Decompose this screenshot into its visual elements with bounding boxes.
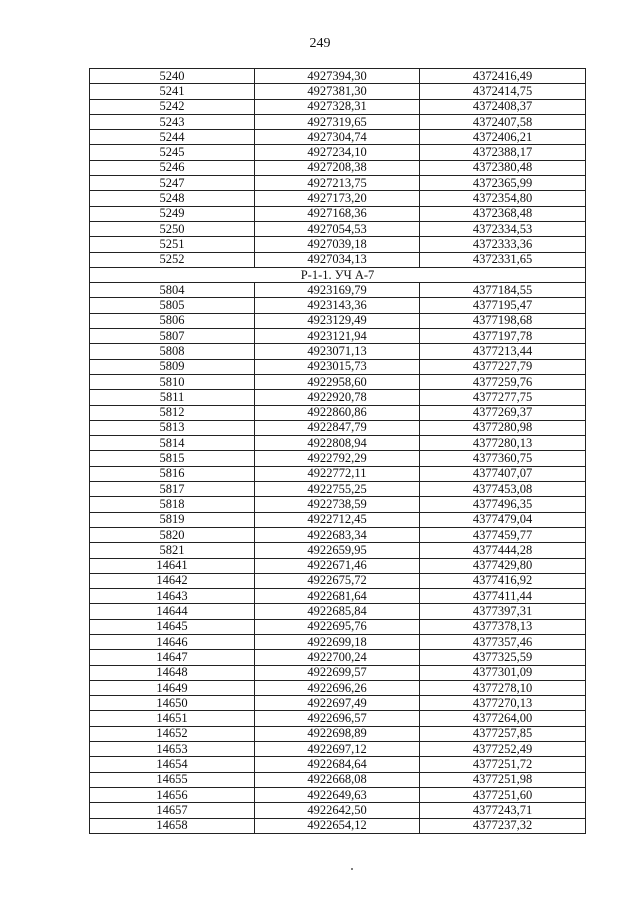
table-row bbox=[90, 772, 586, 787]
x-coordinate-cell: 4922772,11 bbox=[255, 466, 420, 481]
y-coordinate-cell: 4377277,75 bbox=[420, 390, 586, 405]
scan-speck bbox=[351, 868, 353, 870]
point-number-cell: 5809 bbox=[90, 359, 255, 374]
table-row bbox=[90, 191, 586, 206]
y-coordinate-cell: 4377198,68 bbox=[420, 313, 586, 328]
table-row bbox=[90, 726, 586, 741]
point-number-cell: 5821 bbox=[90, 543, 255, 558]
point-number-cell: 5813 bbox=[90, 420, 255, 435]
y-coordinate-cell: 4372407,58 bbox=[420, 114, 586, 129]
x-coordinate-cell: 4922642,50 bbox=[255, 803, 420, 818]
x-coordinate-cell: 4922755,25 bbox=[255, 482, 420, 497]
y-coordinate-cell: 4377301,09 bbox=[420, 665, 586, 680]
table-row bbox=[90, 69, 586, 84]
x-coordinate-cell: 4922684,64 bbox=[255, 757, 420, 772]
y-coordinate-cell: 4377251,72 bbox=[420, 757, 586, 772]
x-coordinate-cell: 4927054,53 bbox=[255, 221, 420, 236]
table-row bbox=[90, 344, 586, 359]
y-coordinate-cell: 4377479,04 bbox=[420, 512, 586, 527]
y-coordinate-cell: 4377278,10 bbox=[420, 680, 586, 695]
point-number-cell: 14653 bbox=[90, 742, 255, 757]
point-number-cell: 5811 bbox=[90, 390, 255, 405]
x-coordinate-cell: 4922698,89 bbox=[255, 726, 420, 741]
point-number-cell: 5816 bbox=[90, 466, 255, 481]
x-coordinate-cell: 4922671,46 bbox=[255, 558, 420, 573]
x-coordinate-cell: 4922792,29 bbox=[255, 451, 420, 466]
coordinates-table bbox=[89, 68, 586, 834]
table-row bbox=[90, 329, 586, 344]
y-coordinate-cell: 4377264,00 bbox=[420, 711, 586, 726]
table-row bbox=[90, 742, 586, 757]
y-coordinate-cell: 4377429,80 bbox=[420, 558, 586, 573]
x-coordinate-cell: 4927304,74 bbox=[255, 130, 420, 145]
y-coordinate-cell: 4372365,99 bbox=[420, 176, 586, 191]
y-coordinate-cell: 4377325,59 bbox=[420, 650, 586, 665]
point-number-cell: 5243 bbox=[90, 114, 255, 129]
x-coordinate-cell: 4922699,57 bbox=[255, 665, 420, 680]
point-number-cell: 14650 bbox=[90, 696, 255, 711]
point-number-cell: 5815 bbox=[90, 451, 255, 466]
x-coordinate-cell: 4922738,59 bbox=[255, 497, 420, 512]
point-number-cell: 5814 bbox=[90, 436, 255, 451]
section-header-row bbox=[90, 267, 586, 282]
table-row bbox=[90, 145, 586, 160]
y-coordinate-cell: 4377251,98 bbox=[420, 772, 586, 787]
point-number-cell: 5240 bbox=[90, 69, 255, 84]
section-title: Р-1-1. УЧ А-7 bbox=[90, 267, 586, 282]
point-number-cell: 14647 bbox=[90, 650, 255, 665]
x-coordinate-cell: 4927168,36 bbox=[255, 206, 420, 221]
point-number-cell: 5249 bbox=[90, 206, 255, 221]
point-number-cell: 14649 bbox=[90, 680, 255, 695]
y-coordinate-cell: 4372408,37 bbox=[420, 99, 586, 114]
table-row bbox=[90, 99, 586, 114]
point-number-cell: 5241 bbox=[90, 84, 255, 99]
y-coordinate-cell: 4377407,07 bbox=[420, 466, 586, 481]
table-row bbox=[90, 634, 586, 649]
x-coordinate-cell: 4922699,18 bbox=[255, 634, 420, 649]
y-coordinate-cell: 4372416,49 bbox=[420, 69, 586, 84]
y-coordinate-cell: 4377360,75 bbox=[420, 451, 586, 466]
table-row bbox=[90, 451, 586, 466]
table-row bbox=[90, 512, 586, 527]
x-coordinate-cell: 4923169,79 bbox=[255, 283, 420, 298]
table-row bbox=[90, 696, 586, 711]
x-coordinate-cell: 4927034,13 bbox=[255, 252, 420, 267]
y-coordinate-cell: 4377280,13 bbox=[420, 436, 586, 451]
table-row bbox=[90, 787, 586, 802]
table-row bbox=[90, 405, 586, 420]
y-coordinate-cell: 4377227,79 bbox=[420, 359, 586, 374]
point-number-cell: 5252 bbox=[90, 252, 255, 267]
x-coordinate-cell: 4927234,10 bbox=[255, 145, 420, 160]
y-coordinate-cell: 4372333,36 bbox=[420, 237, 586, 252]
point-number-cell: 5812 bbox=[90, 405, 255, 420]
x-coordinate-cell: 4922649,63 bbox=[255, 787, 420, 802]
table-row bbox=[90, 359, 586, 374]
table-row bbox=[90, 283, 586, 298]
table-row bbox=[90, 650, 586, 665]
y-coordinate-cell: 4372368,48 bbox=[420, 206, 586, 221]
point-number-cell: 5248 bbox=[90, 191, 255, 206]
x-coordinate-cell: 4927039,18 bbox=[255, 237, 420, 252]
table-row bbox=[90, 818, 586, 833]
table-row bbox=[90, 206, 586, 221]
x-coordinate-cell: 4923071,13 bbox=[255, 344, 420, 359]
y-coordinate-cell: 4377416,92 bbox=[420, 573, 586, 588]
point-number-cell: 5250 bbox=[90, 221, 255, 236]
point-number-cell: 5818 bbox=[90, 497, 255, 512]
table-row bbox=[90, 466, 586, 481]
point-number-cell: 5242 bbox=[90, 99, 255, 114]
y-coordinate-cell: 4377357,46 bbox=[420, 634, 586, 649]
table-row bbox=[90, 482, 586, 497]
table-row bbox=[90, 527, 586, 542]
x-coordinate-cell: 4922808,94 bbox=[255, 436, 420, 451]
table-row bbox=[90, 803, 586, 818]
point-number-cell: 14652 bbox=[90, 726, 255, 741]
page-number: 249 bbox=[309, 36, 331, 51]
y-coordinate-cell: 4372354,80 bbox=[420, 191, 586, 206]
table-row bbox=[90, 313, 586, 328]
point-number-cell: 14643 bbox=[90, 589, 255, 604]
table-row bbox=[90, 543, 586, 558]
x-coordinate-cell: 4922697,49 bbox=[255, 696, 420, 711]
table-row bbox=[90, 176, 586, 191]
y-coordinate-cell: 4377213,44 bbox=[420, 344, 586, 359]
x-coordinate-cell: 4923121,94 bbox=[255, 329, 420, 344]
point-number-cell: 5817 bbox=[90, 482, 255, 497]
x-coordinate-cell: 4923129,49 bbox=[255, 313, 420, 328]
point-number-cell: 5810 bbox=[90, 374, 255, 389]
table-row bbox=[90, 604, 586, 619]
point-number-cell: 14642 bbox=[90, 573, 255, 588]
point-number-cell: 5819 bbox=[90, 512, 255, 527]
y-coordinate-cell: 4377459,77 bbox=[420, 527, 586, 542]
x-coordinate-cell: 4927328,31 bbox=[255, 99, 420, 114]
x-coordinate-cell: 4927381,30 bbox=[255, 84, 420, 99]
y-coordinate-cell: 4377270,13 bbox=[420, 696, 586, 711]
x-coordinate-cell: 4922860,86 bbox=[255, 405, 420, 420]
table-row bbox=[90, 497, 586, 512]
y-coordinate-cell: 4377243,71 bbox=[420, 803, 586, 818]
table-row bbox=[90, 665, 586, 680]
y-coordinate-cell: 4372414,75 bbox=[420, 84, 586, 99]
x-coordinate-cell: 4927173,20 bbox=[255, 191, 420, 206]
table-row bbox=[90, 160, 586, 175]
x-coordinate-cell: 4922681,64 bbox=[255, 589, 420, 604]
y-coordinate-cell: 4377280,98 bbox=[420, 420, 586, 435]
y-coordinate-cell: 4372331,65 bbox=[420, 252, 586, 267]
point-number-cell: 5807 bbox=[90, 329, 255, 344]
point-number-cell: 14657 bbox=[90, 803, 255, 818]
x-coordinate-cell: 4922675,72 bbox=[255, 573, 420, 588]
y-coordinate-cell: 4377259,76 bbox=[420, 374, 586, 389]
table-row bbox=[90, 711, 586, 726]
point-number-cell: 14654 bbox=[90, 757, 255, 772]
x-coordinate-cell: 4922696,26 bbox=[255, 680, 420, 695]
table-row bbox=[90, 619, 586, 634]
y-coordinate-cell: 4377496,35 bbox=[420, 497, 586, 512]
x-coordinate-cell: 4923015,73 bbox=[255, 359, 420, 374]
x-coordinate-cell: 4922685,84 bbox=[255, 604, 420, 619]
x-coordinate-cell: 4922697,12 bbox=[255, 742, 420, 757]
y-coordinate-cell: 4372388,17 bbox=[420, 145, 586, 160]
point-number-cell: 5244 bbox=[90, 130, 255, 145]
x-coordinate-cell: 4922668,08 bbox=[255, 772, 420, 787]
x-coordinate-cell: 4927319,65 bbox=[255, 114, 420, 129]
point-number-cell: 14644 bbox=[90, 604, 255, 619]
x-coordinate-cell: 4927208,38 bbox=[255, 160, 420, 175]
table-row bbox=[90, 237, 586, 252]
table-row bbox=[90, 420, 586, 435]
y-coordinate-cell: 4377453,08 bbox=[420, 482, 586, 497]
table-row bbox=[90, 680, 586, 695]
y-coordinate-cell: 4377251,60 bbox=[420, 787, 586, 802]
y-coordinate-cell: 4377197,78 bbox=[420, 329, 586, 344]
x-coordinate-cell: 4922712,45 bbox=[255, 512, 420, 527]
point-number-cell: 5251 bbox=[90, 237, 255, 252]
table-row bbox=[90, 436, 586, 451]
table-row bbox=[90, 130, 586, 145]
y-coordinate-cell: 4377184,55 bbox=[420, 283, 586, 298]
table-row bbox=[90, 298, 586, 313]
table-row bbox=[90, 84, 586, 99]
point-number-cell: 14646 bbox=[90, 634, 255, 649]
table-row bbox=[90, 558, 586, 573]
x-coordinate-cell: 4927394,30 bbox=[255, 69, 420, 84]
y-coordinate-cell: 4377397,31 bbox=[420, 604, 586, 619]
point-number-cell: 5820 bbox=[90, 527, 255, 542]
point-number-cell: 5245 bbox=[90, 145, 255, 160]
y-coordinate-cell: 4377444,28 bbox=[420, 543, 586, 558]
point-number-cell: 14648 bbox=[90, 665, 255, 680]
x-coordinate-cell: 4922654,12 bbox=[255, 818, 420, 833]
table-row bbox=[90, 757, 586, 772]
x-coordinate-cell: 4922695,76 bbox=[255, 619, 420, 634]
table-row bbox=[90, 374, 586, 389]
x-coordinate-cell: 4922683,34 bbox=[255, 527, 420, 542]
y-coordinate-cell: 4377411,44 bbox=[420, 589, 586, 604]
point-number-cell: 14641 bbox=[90, 558, 255, 573]
point-number-cell: 14645 bbox=[90, 619, 255, 634]
x-coordinate-cell: 4927213,75 bbox=[255, 176, 420, 191]
y-coordinate-cell: 4377257,85 bbox=[420, 726, 586, 741]
x-coordinate-cell: 4922659,95 bbox=[255, 543, 420, 558]
point-number-cell: 5808 bbox=[90, 344, 255, 359]
y-coordinate-cell: 4377252,49 bbox=[420, 742, 586, 757]
table-row bbox=[90, 589, 586, 604]
point-number-cell: 5806 bbox=[90, 313, 255, 328]
x-coordinate-cell: 4922696,57 bbox=[255, 711, 420, 726]
y-coordinate-cell: 4372334,53 bbox=[420, 221, 586, 236]
y-coordinate-cell: 4377237,32 bbox=[420, 818, 586, 833]
x-coordinate-cell: 4922847,79 bbox=[255, 420, 420, 435]
y-coordinate-cell: 4377195,47 bbox=[420, 298, 586, 313]
x-coordinate-cell: 4922958,60 bbox=[255, 374, 420, 389]
table-row bbox=[90, 252, 586, 267]
table-row bbox=[90, 390, 586, 405]
table-row bbox=[90, 114, 586, 129]
table-row bbox=[90, 573, 586, 588]
point-number-cell: 5247 bbox=[90, 176, 255, 191]
x-coordinate-cell: 4923143,36 bbox=[255, 298, 420, 313]
y-coordinate-cell: 4372406,21 bbox=[420, 130, 586, 145]
point-number-cell: 5246 bbox=[90, 160, 255, 175]
table-row bbox=[90, 221, 586, 236]
x-coordinate-cell: 4922920,78 bbox=[255, 390, 420, 405]
point-number-cell: 5804 bbox=[90, 283, 255, 298]
point-number-cell: 14656 bbox=[90, 787, 255, 802]
point-number-cell: 14658 bbox=[90, 818, 255, 833]
point-number-cell: 14655 bbox=[90, 772, 255, 787]
point-number-cell: 5805 bbox=[90, 298, 255, 313]
coordinates-table-body bbox=[90, 69, 586, 834]
y-coordinate-cell: 4377378,13 bbox=[420, 619, 586, 634]
y-coordinate-cell: 4372380,48 bbox=[420, 160, 586, 175]
point-number-cell: 14651 bbox=[90, 711, 255, 726]
x-coordinate-cell: 4922700,24 bbox=[255, 650, 420, 665]
y-coordinate-cell: 4377269,37 bbox=[420, 405, 586, 420]
